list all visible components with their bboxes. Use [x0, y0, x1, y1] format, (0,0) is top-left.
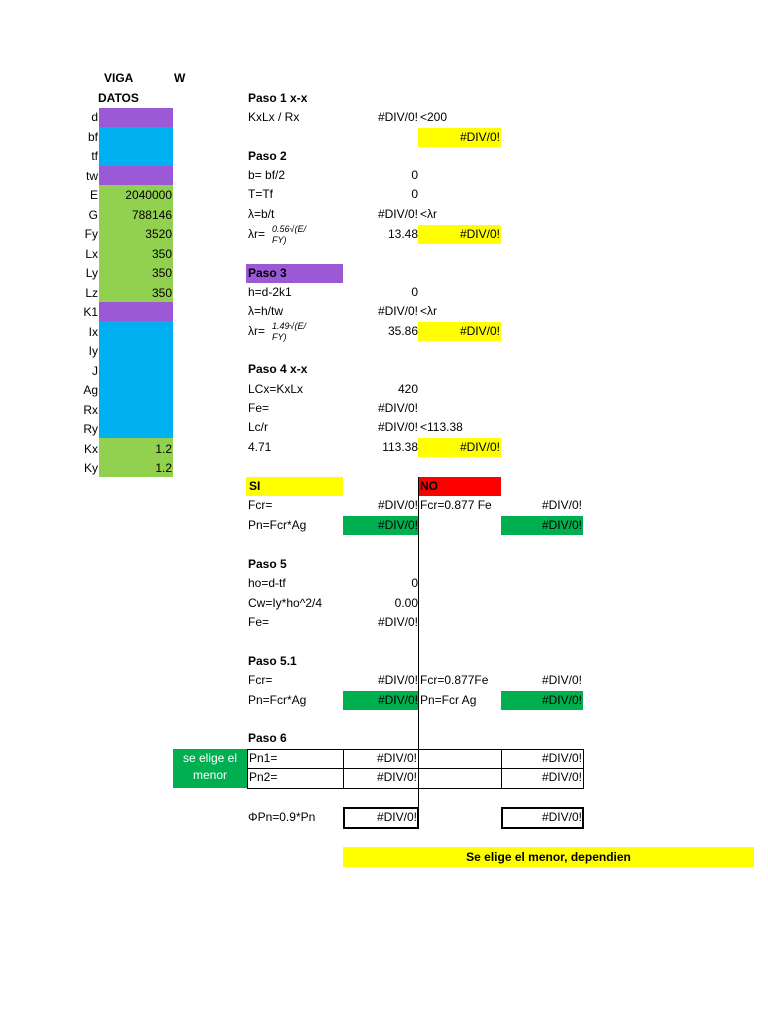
datos-value-k1[interactable] — [99, 303, 172, 322]
paso4-k-value: 113.38 — [382, 440, 418, 454]
phi-pn-value2: #DIV/0! — [541, 810, 582, 824]
paso3-lambda-cond: <λr — [420, 304, 438, 318]
datos-label-g: G — [88, 208, 98, 222]
paso5-ho-value: 0 — [411, 576, 418, 590]
elige-menor-line1: se elige el — [182, 751, 238, 765]
paso51-fcr-value: #DIV/0! — [377, 673, 418, 687]
paso2-lr-label: λr= — [248, 227, 266, 241]
pn2-value: #DIV/0! — [376, 770, 417, 784]
paso5-cw-label: Cw=Iy*ho^2/4 — [248, 596, 323, 610]
fcr-no-label: Fcr=0.877 Fe — [420, 498, 492, 512]
paso1-value: #DIV/0! — [377, 110, 418, 124]
paso4-lcr-value: #DIV/0! — [377, 420, 418, 434]
paso5-fe-value: #DIV/0! — [377, 615, 418, 629]
paso4-fe-value: #DIV/0! — [377, 401, 418, 415]
datos-value-rx[interactable] — [99, 401, 172, 420]
paso5-fe-label: Fe= — [248, 615, 270, 629]
elige-menor-line2: menor — [192, 768, 227, 782]
pn1-value: #DIV/0! — [376, 751, 417, 765]
paso4-lc-label: LCx=KxLx — [248, 382, 304, 396]
pn-value: #DIV/0! — [377, 518, 418, 532]
datos-value-ix[interactable] — [99, 323, 172, 342]
datos-value-tf[interactable] — [99, 147, 172, 166]
pn-no-value: #DIV/0! — [541, 518, 582, 532]
paso4-title: Paso 4 x-x — [248, 362, 308, 376]
paso4-lcr-label: Lc/r — [248, 420, 269, 434]
paso51-fcr-no-label: Fcr=0.877Fe — [420, 673, 489, 687]
datos-label-k1: K1 — [83, 305, 98, 319]
paso2-b-label: b= bf/2 — [248, 168, 286, 182]
phi-pn-value: #DIV/0! — [376, 810, 417, 824]
paso4-result: #DIV/0! — [459, 440, 500, 454]
paso2-title: Paso 2 — [248, 149, 287, 163]
paso1-result: #DIV/0! — [459, 130, 500, 144]
paso51-fcr-label: Fcr= — [248, 673, 273, 687]
paso51-fcr-no-value: #DIV/0! — [541, 673, 582, 687]
w-label: W — [174, 71, 186, 85]
paso4-fe-label: Fe= — [248, 401, 270, 415]
paso4-lc-value: 420 — [397, 382, 418, 396]
pn2-label: Pn2= — [249, 770, 278, 784]
pn1-value2: #DIV/0! — [541, 751, 582, 765]
paso6-title: Paso 6 — [248, 731, 287, 745]
paso2-lr-value: 13.48 — [387, 227, 418, 241]
pn2-value2: #DIV/0! — [541, 770, 582, 784]
paso51-pn-label: Pn=Fcr*Ag — [248, 693, 307, 707]
paso51-pn-no-value: #DIV/0! — [541, 693, 582, 707]
pn1-label: Pn1= — [249, 751, 278, 765]
datos-value-ly[interactable]: 350 — [151, 266, 172, 280]
si-label: SI — [249, 479, 261, 493]
datos-label-bf: bf — [87, 130, 98, 144]
pn-label: Pn=Fcr*Ag — [248, 518, 307, 532]
paso3-lr-formula-top: 1.49√(E/ — [272, 321, 306, 331]
datos-label-j: J — [92, 364, 98, 378]
paso3-lr-label: λr= — [248, 324, 266, 338]
viga-label: VIGA — [104, 71, 134, 85]
datos-value-lz[interactable]: 350 — [151, 286, 172, 300]
datos-value-ky[interactable]: 1.2 — [155, 461, 172, 475]
datos-value-ag[interactable] — [99, 381, 172, 400]
paso3-result: #DIV/0! — [459, 324, 500, 338]
fcr-no-value: #DIV/0! — [541, 498, 582, 512]
datos-label-ix: Ix — [88, 325, 98, 339]
paso51-pn-no-label: Pn=Fcr Ag — [420, 693, 477, 707]
paso51-pn-value: #DIV/0! — [377, 693, 418, 707]
paso2-b-value: 0 — [411, 168, 418, 182]
paso4-k-label: 4.71 — [248, 440, 272, 454]
datos-value-iy[interactable] — [99, 342, 172, 361]
datos-label-ky: Ky — [83, 461, 98, 475]
datos-label-kx: Kx — [83, 442, 98, 456]
fcr-value: #DIV/0! — [377, 498, 418, 512]
fcr-label: Fcr= — [248, 498, 273, 512]
paso3-lr-formula-bot: FY) — [272, 332, 287, 342]
datos-label-e: E — [89, 188, 98, 202]
datos-value-tw[interactable] — [99, 167, 172, 186]
paso5-title: Paso 5 — [248, 557, 287, 571]
paso2-lr-formula-top: 0.56√(E/ — [272, 224, 306, 234]
datos-value-d[interactable] — [99, 108, 172, 127]
paso2-t-label: T=Tf — [248, 187, 274, 201]
datos-value-j[interactable] — [99, 362, 172, 381]
paso3-lambda-value: #DIV/0! — [377, 304, 418, 318]
datos-label-tf: tf — [91, 149, 98, 163]
datos-label-ag: Ag — [83, 383, 98, 397]
datos-label-d: d — [91, 110, 98, 124]
paso2-t-value: 0 — [411, 187, 418, 201]
paso2-result: #DIV/0! — [459, 227, 500, 241]
paso4-lcr-cond: <113.38 — [420, 420, 463, 434]
datos-label-lz: Lz — [85, 286, 98, 300]
paso1-cond: <200 — [420, 110, 448, 124]
si-cell — [246, 477, 343, 496]
paso1-title: Paso 1 x-x — [248, 91, 308, 105]
paso3-lr-value: 35.86 — [387, 324, 418, 338]
paso3-h-label: h=d-2k1 — [248, 285, 292, 299]
datos-value-bf[interactable] — [99, 128, 172, 147]
phi-pn-label: ΦPn=0.9*Pn — [248, 810, 316, 824]
datos-label-iy: Iy — [88, 344, 98, 358]
datos-label-fy: Fy — [84, 227, 98, 241]
datos-value-lx[interactable]: 350 — [151, 247, 172, 261]
datos-label-rx: Rx — [83, 403, 98, 417]
datos-value-ry[interactable] — [99, 420, 172, 439]
paso5-ho-label: ho=d-tf — [248, 576, 286, 590]
paso2-lambda-cond: <λr — [420, 207, 438, 221]
paso3-title: Paso 3 — [248, 266, 287, 280]
datos-label-lx: Lx — [85, 247, 98, 261]
datos-value-g[interactable]: 788146 — [131, 208, 172, 222]
vertical-divider — [418, 477, 419, 829]
datos-label: DATOS — [98, 91, 139, 105]
paso2-lambda-value: #DIV/0! — [377, 207, 418, 221]
paso1-label: KxLx / Rx — [248, 110, 300, 124]
datos-label-ry: Ry — [83, 422, 98, 436]
paso5-cw-value: 0.00 — [394, 596, 418, 610]
footer-text: Se elige el menor, dependien — [466, 850, 631, 864]
datos-label-ly: Ly — [85, 266, 98, 280]
paso3-lambda-label: λ=h/tw — [248, 304, 284, 318]
paso2-lambda-label: λ=b/t — [248, 207, 275, 221]
paso3-h-value: 0 — [411, 285, 418, 299]
paso51-title: Paso 5.1 — [248, 654, 297, 668]
datos-value-e[interactable]: 2040000 — [125, 188, 172, 202]
datos-label-tw: tw — [86, 169, 98, 183]
datos-value-kx[interactable]: 1.2 — [155, 442, 172, 456]
paso2-lr-formula-bot: FY) — [272, 235, 287, 245]
no-label: NO — [420, 479, 438, 493]
datos-value-fy[interactable]: 3520 — [145, 227, 172, 241]
